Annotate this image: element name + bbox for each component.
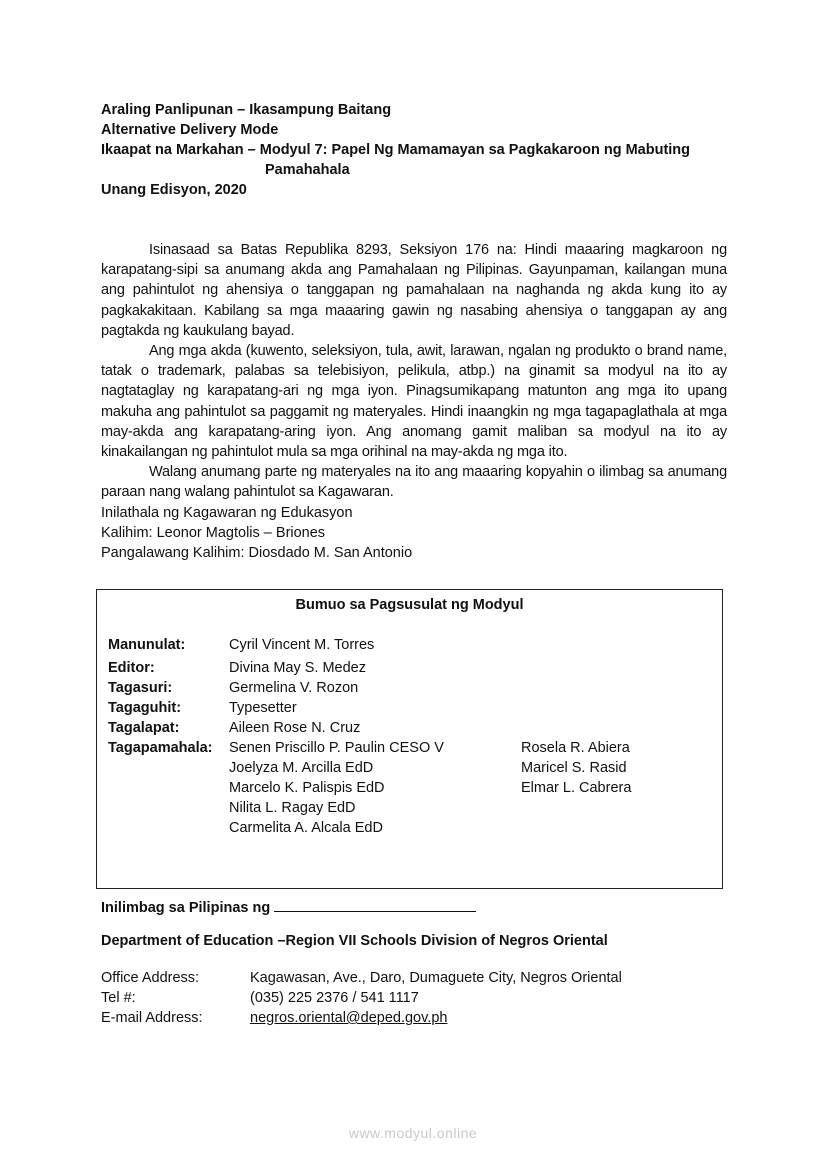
- credit-value-secondary: Elmar L. Cabrera: [521, 780, 632, 796]
- printed-by: [101, 899, 476, 916]
- tel-label: Tel #:: [101, 990, 136, 1006]
- subject-title: Araling Panlipunan – Ikasampung Baitang: [101, 102, 392, 118]
- credit-label: Editor:: [108, 660, 155, 676]
- credit-value: Divina May S. Medez: [229, 660, 366, 676]
- undersecretary: Pangalawang Kalihim: Diosdado M. San Antonio: [101, 545, 413, 562]
- credit-value: Germelina V. Rozon: [229, 680, 359, 696]
- credit-value-secondary: Maricel S. Rasid: [521, 760, 627, 776]
- email-link[interactable]: negros.oriental@deped.gov.ph: [250, 1010, 448, 1026]
- credit-value: Typesetter: [229, 700, 297, 716]
- credit-value: Joelyza M. Arcilla EdD: [229, 760, 374, 776]
- credit-label: Tagalapat:: [108, 720, 180, 736]
- printer-blank-line: [274, 899, 476, 912]
- published-by: Inilathala ng Kagawaran ng Edukasyon: [101, 505, 353, 521]
- credits-box: [96, 589, 723, 889]
- document-header: [101, 100, 741, 200]
- credit-value: Cyril Vincent M. Torres: [229, 637, 375, 653]
- credit-value: Carmelita A. Alcala EdD: [229, 820, 383, 836]
- legal-paragraph: Walang anumang parte ng materyales na ito ang maaaring kopyahin o ilimbag sa anumang paraan nang walang pahintulot sa Kagawaran.: [101, 464, 727, 501]
- legal-paragraph: Isinasaad sa Batas Republika 8293, Seksiyon 176 na: Hindi maaaring magkaroon ng karapatang-sipi sa anumang akda ang Pamahalaan ng Pilipinas. Gayunpaman, kailangan muna ang pahintulot ng ahensiya o tanggapan ng pamahalaan na naghanda ng akda kung ito ay pagkakakitaan. Kabilang sa mga maaaring gawin ng nasabing ahensiya o tanggapan ay ang pagtakda ng kaukulang bayad.: [101, 242, 727, 339]
- credit-label: Manunulat:: [108, 637, 186, 653]
- edition: Unang Edisyon, 2020: [101, 182, 247, 198]
- credit-label: Tagapamahala:: [108, 740, 213, 756]
- office-address-value: Kagawasan, Ave., Daro, Dumaguete City, Negros Oriental: [250, 970, 622, 986]
- secretary: Kalihim: Leonor Magtolis – Briones: [101, 525, 326, 542]
- publisher-info: [101, 503, 701, 564]
- module-title-line1: Ikaapat na Markahan – Modyul 7: Papel Ng Mamamayan sa Pagkakaroon ng Mabuting: [101, 142, 691, 158]
- deped-division-title: Department of Education –Region VII Schools Division of Negros Oriental: [101, 933, 608, 949]
- credit-value: Aileen Rose N. Cruz: [229, 720, 361, 736]
- email-label: E-mail Address:: [101, 1010, 203, 1026]
- printed-by-label: Inilimbag sa Pilipinas ng: [101, 900, 271, 916]
- copyright-notice: [101, 240, 727, 503]
- credit-value-secondary: Rosela R. Abiera: [521, 740, 630, 756]
- credits-title: Bumuo sa Pagsusulat ng Modyul: [295, 597, 524, 613]
- module-title-line2: Pamahahala: [265, 162, 350, 178]
- credit-value: Nilita L. Ragay EdD: [229, 800, 356, 816]
- office-address-label: Office Address:: [101, 970, 200, 986]
- credit-label: Tagasuri:: [108, 680, 173, 696]
- credit-value: Senen Priscillo P. Paulin CESO V: [229, 740, 444, 756]
- legal-paragraph: Ang mga akda (kuwento, seleksiyon, tula, awit, larawan, ngalan ng produkto o brand name, tatak o trademark, palabas sa telebisiyon, pelikula, atbp.) na ginamit sa modyul na ito ay nagtataglay ng karapatang-ari ng mga iyon. Pinagsumikapang matunton ang mga ito upang makuha ang pahintulot sa paggamit ng materyales. Hindi inaangkin ng mga tagapaglathala at mga may-akda ang karapatang-aring iyon. Ang anomang gamit maliban sa modyul na ito ay kinakailangan ng pahintulot mula sa mga orihinal na may-akda ng mga ito.: [101, 343, 727, 461]
- credit-label: Tagaguhit:: [108, 700, 182, 716]
- tel-value: (035) 225 2376 / 541 1117: [250, 990, 419, 1006]
- delivery-mode: Alternative Delivery Mode: [101, 122, 279, 138]
- watermark: www.modyul.online: [348, 1125, 478, 1141]
- credit-value: Marcelo K. Palispis EdD: [229, 780, 385, 796]
